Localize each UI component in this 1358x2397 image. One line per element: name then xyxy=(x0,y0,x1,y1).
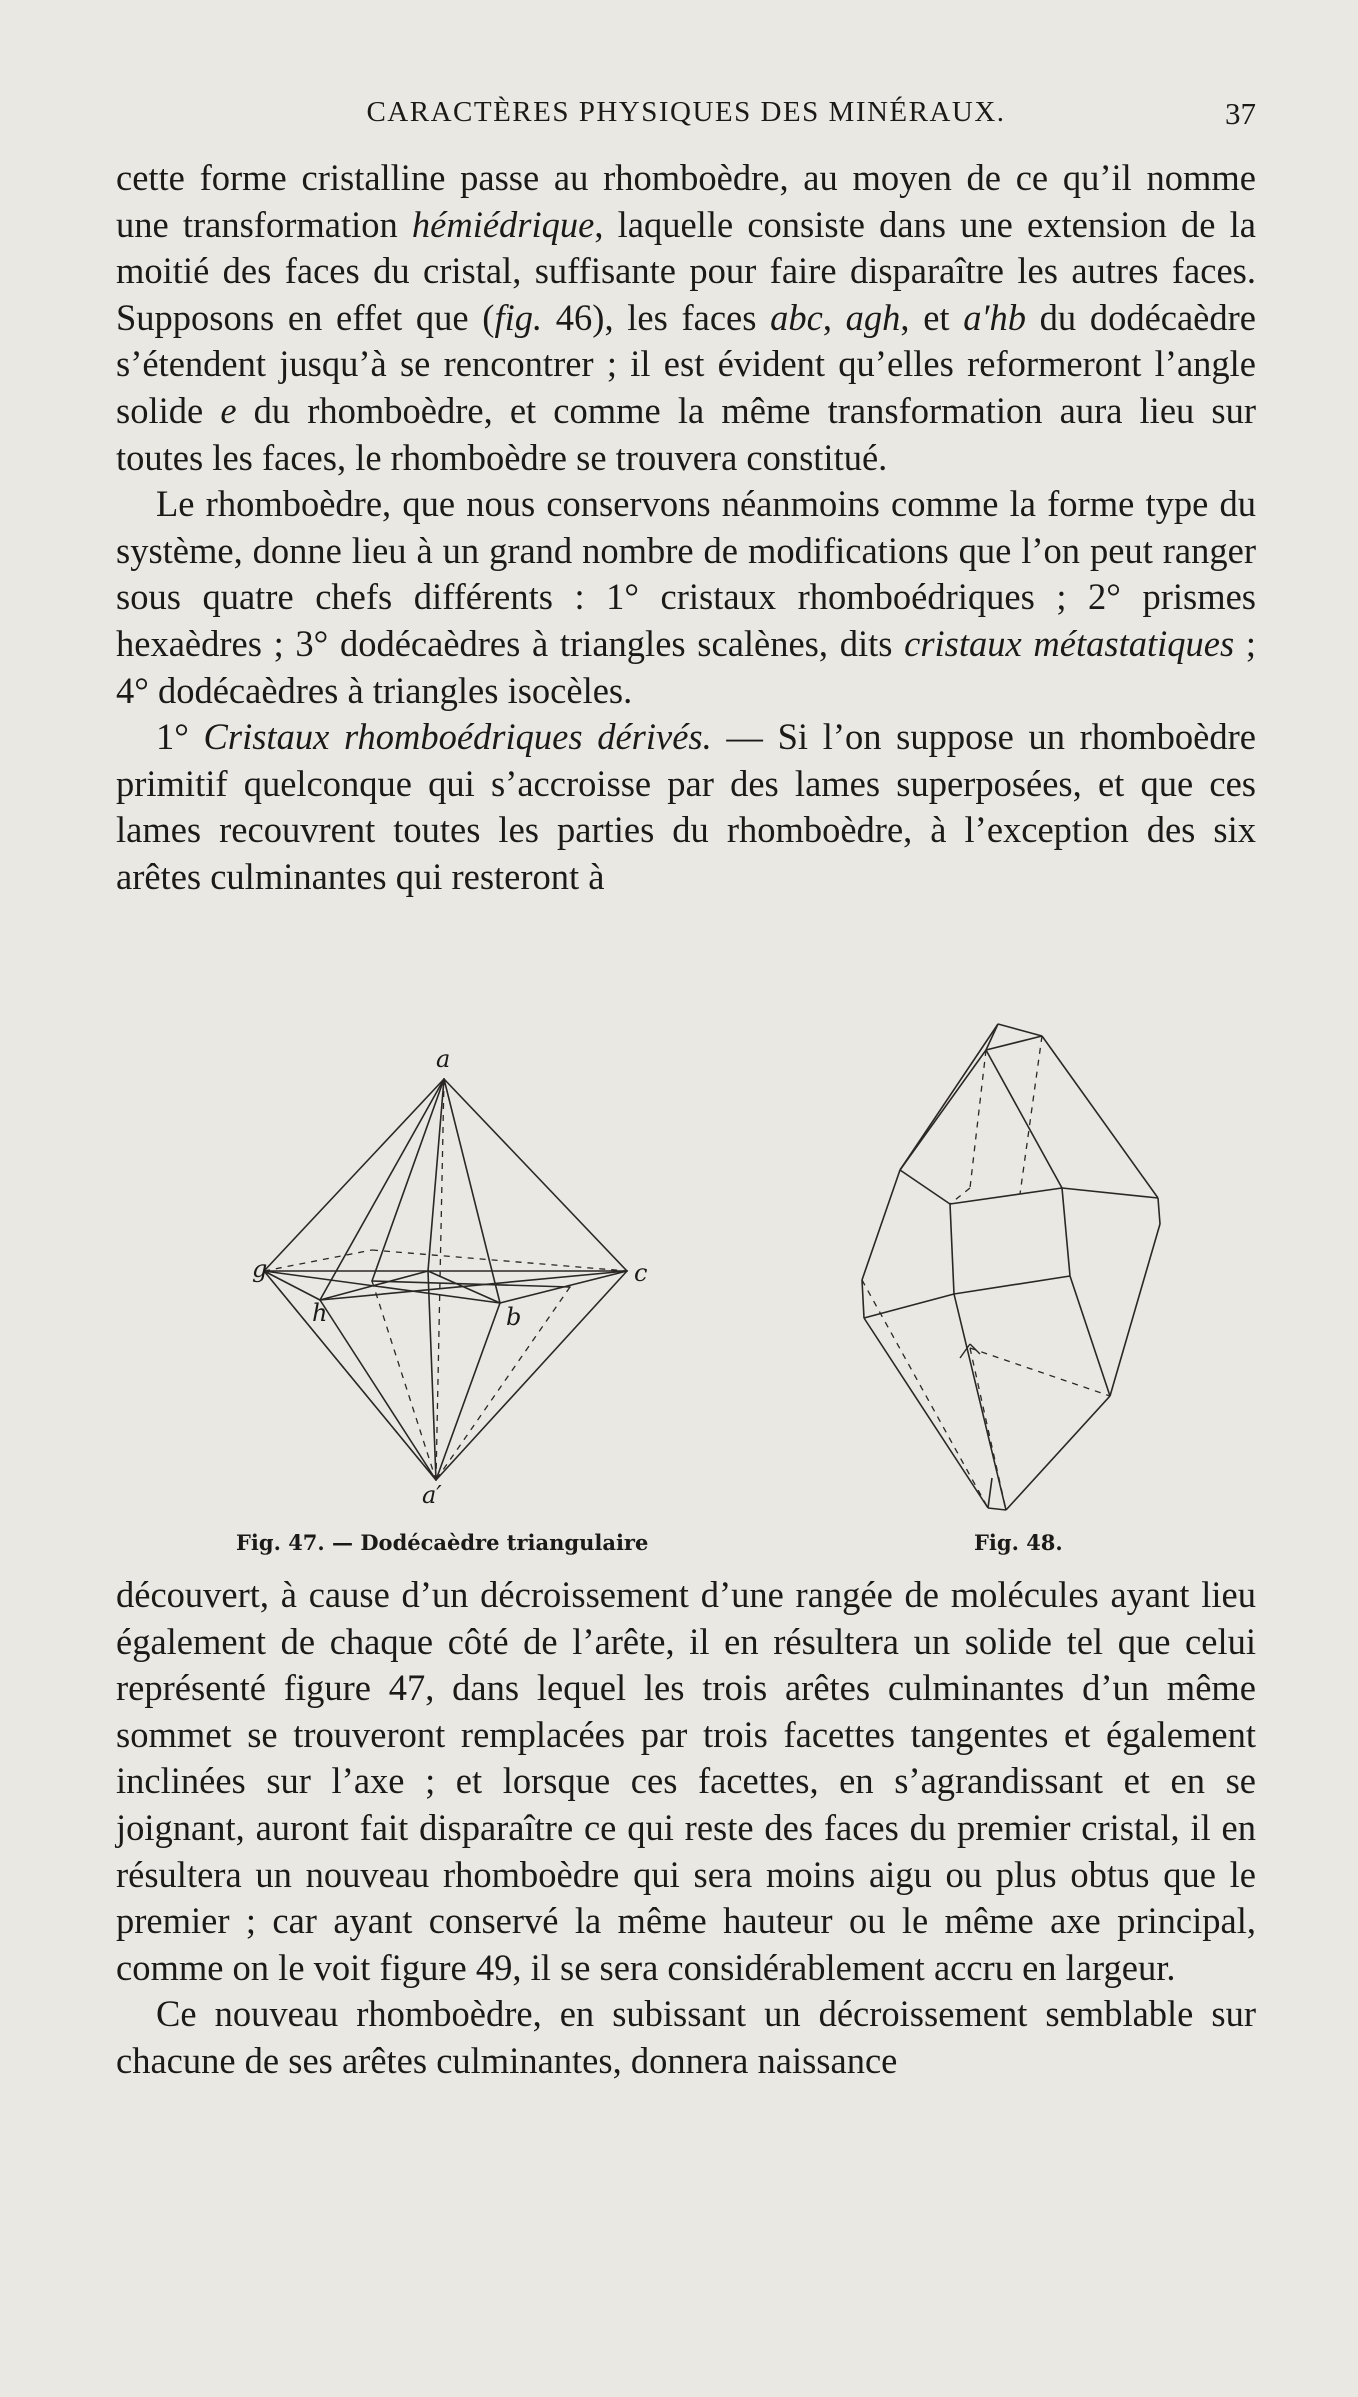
paragraph xyxy=(116,481,1256,714)
italic-text: abc xyxy=(770,296,823,338)
text-span: — Si l’on suppose un rhomboèdre primitif quelconque qui s’accroisse par des lames superposées, et que ces lames recouvrent toutes les parties du rhomboèdre, à l’exception des six arêtes culminantes qui resteront à xyxy=(116,716,1256,897)
page-number: 37 xyxy=(1225,96,1256,131)
paragraph xyxy=(116,1572,1256,1991)
text-span: cette forme cristalline passe au rhomboèdre, au moyen de ce qu’il nomme une transformation xyxy=(116,157,1256,245)
text-span: 46), les faces xyxy=(542,296,771,338)
figure-47-caption: Fig. 47. — Dodécaèdre triangulaire xyxy=(236,1530,649,1555)
italic-text: Cristaux rhomboédriques dérivés. xyxy=(203,716,712,758)
paragraph xyxy=(116,714,1256,900)
italic-text: hémiédrique xyxy=(411,203,595,245)
italic-text: fig. xyxy=(494,296,543,338)
italic-text: a′hb xyxy=(963,296,1026,338)
italic-text: e xyxy=(220,389,237,431)
text-span: , et xyxy=(900,296,964,338)
figure-47-drawing xyxy=(250,1045,660,1515)
page-header xyxy=(116,96,1256,140)
italic-text: cristaux métastatiques xyxy=(904,622,1235,664)
text-span: du rhomboèdre, et comme la même transformation aura lieu sur toutes les faces, le rhomboèdre se trouvera constitué. xyxy=(116,389,1256,478)
figure-48-caption: Fig. 48. xyxy=(974,1530,1063,1555)
italic-text: agh xyxy=(845,296,901,338)
fig47-label-c: c xyxy=(634,1259,648,1287)
fig47-label-g: g xyxy=(252,1255,268,1283)
text-span: ; 4° dodécaèdres à triangles isocèles. xyxy=(116,622,1256,711)
text-span: , xyxy=(822,296,846,338)
running-title: CARACTÈRES PHYSIQUES DES MINÉRAUX. xyxy=(366,96,1006,128)
figure-48 xyxy=(820,1018,1180,1518)
fig47-label-a-prime: a′ xyxy=(422,1481,442,1509)
paragraph xyxy=(116,155,1256,481)
text-span: 1° xyxy=(156,716,204,758)
body-text-bottom xyxy=(116,1572,1256,2085)
fig47-label-a: a xyxy=(436,1045,451,1073)
text-span: , laquelle consiste dans une extension de la moitié des faces du cristal, suffisante pour faire disparaître les autres faces. Supposons en effet que ( xyxy=(116,203,1256,338)
text-span: du dodécaèdre s’étendent jusqu’à se rencontrer ; il est évident qu’elles reformeront l’angle solide xyxy=(116,296,1256,431)
text-span: découvert, à cause d’un décroissement d’une rangée de molécules ayant lieu également de chaque côté de l’arête, il en résultera un solide tel que celui représenté figure 47, dans lequel les trois arêtes culminantes d’un même sommet se trouveront remplacées par trois facettes tangentes et également inclinées sur l’axe ; et lorsque ces facettes, en s’agrandissant et en se joignant, auront fait disparaître ce qui reste des faces du premier cristal, il en résultera un nouveau rhomboèdre qui sera moins aigu ou plus obtus que le premier ; car ayant conservé la même hauteur ou le même axe principal, comme on le voit figure 49, il se sera considérablement accru en largeur. xyxy=(116,1574,1256,1988)
fig47-label-b: b xyxy=(506,1303,522,1331)
paragraph xyxy=(116,1991,1256,2084)
text-span: Le rhomboèdre, que nous conservons néanmoins comme la forme type du système, donne lieu à un grand nombre de modifications que l’on peut ranger sous quatre chefs différents : 1° cristaux rhomboédriques ; 2° prismes hexaèdres ; 3° dodécaèdres à triangles scalènes, dits xyxy=(116,483,1256,664)
text-span: Ce nouveau rhomboèdre, en subissant un décroissement semblable sur chacune de ses arêtes culminantes, donnera naissance xyxy=(116,1993,1256,2081)
figure-47 xyxy=(250,1045,660,1515)
body-text-top xyxy=(116,155,1256,901)
fig47-label-h: h xyxy=(312,1299,328,1327)
figure-48-drawing xyxy=(820,1018,1180,1518)
